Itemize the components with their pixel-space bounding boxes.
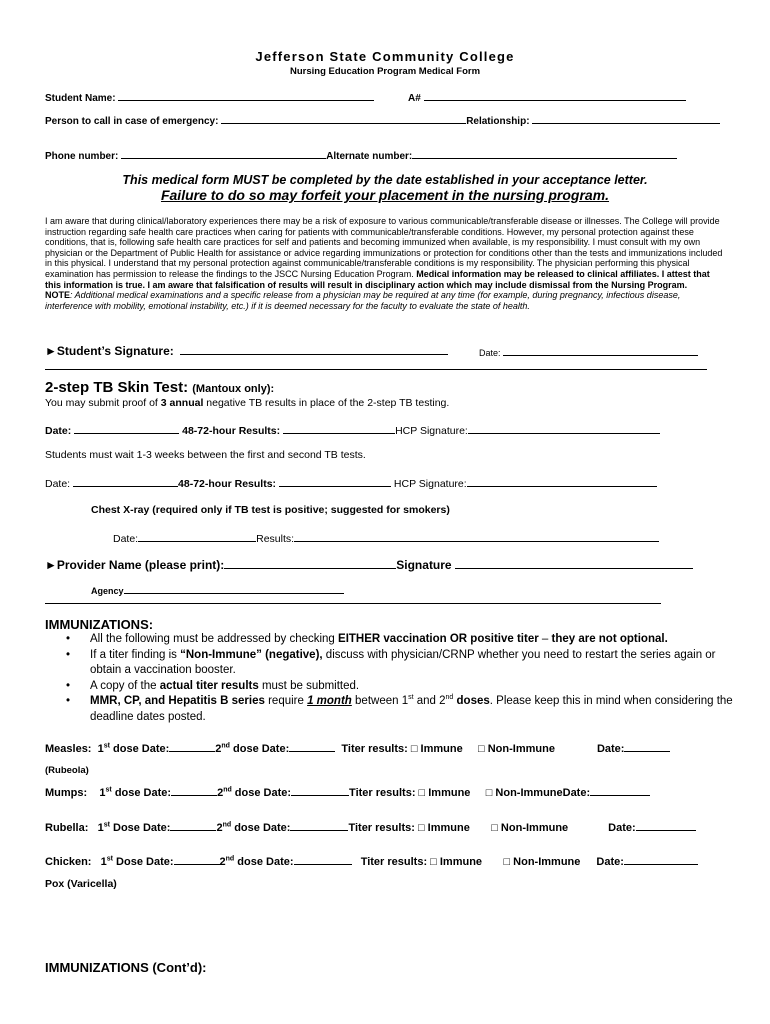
second-sup: nd: [221, 742, 230, 750]
rubella-date-field[interactable]: [636, 820, 696, 831]
tb-first-row: [45, 423, 660, 437]
agency-label: Agency: [91, 586, 124, 596]
immunizations-title: IMMUNIZATIONS:: [45, 617, 154, 632]
xray-date-field[interactable]: [138, 531, 256, 542]
dose1-label: Dose Date:: [113, 856, 174, 868]
emergency-field[interactable]: [221, 113, 466, 124]
student-name-label: Student Name:: [45, 93, 116, 104]
rule4-bold: MMR, CP, and Hepatitis B series: [90, 695, 265, 707]
phone-field[interactable]: [121, 148, 326, 159]
varicella-label: Pox (Varicella): [45, 878, 117, 890]
tb-hcp-label: HCP Signature:: [395, 425, 468, 437]
tb-results-label-2: 48-72-hour Results:: [178, 478, 277, 490]
rule1-bold: EITHER vaccination OR positive titer: [338, 633, 539, 645]
tb-date-label-2: Date:: [45, 478, 71, 490]
divider: [45, 603, 661, 604]
xray-results-field[interactable]: [294, 531, 659, 542]
chickenpox-row: [45, 854, 698, 868]
phone-label: Phone number:: [45, 151, 119, 162]
signature-date-label: Date:: [479, 348, 501, 358]
student-signature-field[interactable]: [180, 343, 448, 355]
college-name: Jefferson State Community College: [255, 49, 515, 64]
rule4-month: 1 month: [307, 695, 352, 707]
date-label: Date:: [608, 822, 636, 834]
bullet-icon: •: [66, 633, 71, 645]
rule4-mid: require: [264, 695, 308, 707]
first-sup: st: [103, 821, 110, 829]
dose2-label: dose Date:: [229, 743, 290, 755]
rule4-sup2: nd: [445, 694, 454, 702]
dose1-label: Dose Date:: [109, 822, 171, 834]
dose2-label: dose Date:: [231, 787, 292, 799]
titer-immune-checkbox[interactable]: Titer results: □ Immune: [341, 743, 463, 755]
measles-label: Measles:: [45, 743, 92, 755]
titer-immune-checkbox[interactable]: Titer results: □ Immune: [348, 822, 470, 834]
signature-date-field[interactable]: [503, 346, 698, 356]
bullet-icon: •: [66, 695, 71, 707]
first-sup: st: [103, 742, 110, 750]
chicken-label: Chicken:: [45, 856, 92, 868]
chest-xray-label: Chest X-ray (required only if TB test is positive; suggested for smokers): [91, 504, 450, 516]
tb-proof-bold: 3 annual: [160, 397, 204, 409]
rule2-post: discuss with physician/CRNP whether you need to restart the series again or obtain a vaccination booster.: [90, 648, 716, 676]
immunizations-continued-title: IMMUNIZATIONS (Cont’d):: [45, 960, 207, 975]
waiver-body: I am aware that during clinical/laboratory experiences there may be a risk of exposure to various communicable/transferable disease or illnesses. The College will provide instruction regarding safe health care practices when caring for patients with communicable/transferable conditions. However, my personal protection against these conditions, that is, following safe health care practices for self and patients and becoming immunized when available, is my responsibility. I must consult with my own physician or the Department of Public Health for assistance or advice regarding immunizations or protection for conditions other than the tests and immunizations included in this physical. I understand that my personal protection against communicable/transferable conditions is my responsibility. The physician performing this physical examination has permission to release the findings to the JSCC Nursing Education Program.: [45, 216, 723, 279]
tb-wait-text: Students must wait 1-3 weeks between the first and second TB tests.: [45, 449, 366, 461]
provider-row: [45, 557, 693, 572]
divider: [45, 369, 707, 370]
chickenpox-dose2-field[interactable]: [294, 854, 352, 865]
provider-signature-field[interactable]: [455, 557, 693, 569]
rule1-pre: All the following must be addressed by checking: [90, 633, 339, 645]
list-item: [45, 648, 735, 679]
signature-date-row: [479, 346, 698, 358]
chickenpox-dose1-field[interactable]: [174, 854, 220, 865]
first-num: 1: [97, 822, 104, 834]
tb-date-field-2[interactable]: [73, 476, 178, 487]
tb-results-field-1[interactable]: [283, 423, 395, 434]
rule4-sup1: st: [408, 694, 414, 702]
titer-immune-checkbox[interactable]: Titer results: □ Immune: [349, 787, 471, 799]
rule1-bold2: they are not optional.: [551, 633, 668, 645]
first-num: 1: [97, 743, 104, 755]
xray-row: [113, 531, 659, 545]
mumps-dose2-field[interactable]: [291, 785, 349, 796]
tb-hcp-label-2: HCP Signature:: [393, 478, 467, 490]
tb-second-row: [45, 476, 657, 490]
rubeola-label: (Rubeola): [45, 765, 89, 776]
dose1-label: dose Date:: [111, 787, 172, 799]
second-sup: nd: [223, 786, 232, 794]
student-signature-row: [45, 343, 448, 358]
tb-test-title: [45, 379, 274, 396]
waiver-text: [45, 216, 725, 311]
date-label: Date:: [596, 856, 624, 868]
note-label: NOTE: [45, 290, 71, 301]
id-label: A#: [408, 93, 421, 104]
non-immune-checkbox[interactable]: □ Non-Immune: [503, 856, 581, 868]
rubella-dose2-field[interactable]: [290, 820, 348, 831]
second-num: 2: [217, 787, 224, 799]
non-immune-checkbox[interactable]: □ Non-Immune: [478, 743, 555, 755]
measles-row: [45, 741, 670, 755]
second-num: 2: [215, 743, 222, 755]
second-sup: nd: [222, 821, 232, 829]
non-immune-checkbox[interactable]: □ Non-Immune: [491, 822, 569, 834]
provider-name-field[interactable]: [224, 557, 396, 569]
dose2-label: dose Date:: [234, 856, 294, 868]
date-label: Date:: [596, 743, 625, 755]
second-num: 2: [216, 822, 223, 834]
rule1-mid: –: [538, 633, 552, 645]
note-text: : Additional medical examinations and a specific release from a physician may be required at any time (for example, during pregnancy, infectious disease, interference with mobility, emotional instability, etc.) if it is deemed necessary for the faculty to evaluate the state of health.: [45, 290, 681, 311]
measles-dose2-field[interactable]: [289, 741, 335, 752]
agency-row: [91, 584, 344, 596]
alternate-field[interactable]: [412, 148, 677, 159]
bullet-icon: •: [66, 679, 71, 692]
second-sup: nd: [225, 855, 235, 863]
immunization-rules: [45, 632, 735, 725]
tb-test-heading: 2-step TB Skin Test:: [45, 379, 189, 396]
mumps-dose1-field[interactable]: [171, 785, 217, 796]
rule4-p2: and 2: [413, 695, 446, 707]
form-title: Nursing Education Program Medical Form: [289, 66, 481, 77]
provider-signature-label: Signature: [396, 558, 452, 572]
list-item: [45, 679, 735, 695]
titer-immune-checkbox[interactable]: Titer results: □ Immune: [360, 856, 483, 868]
tb-hcp-field-1[interactable]: [468, 423, 660, 434]
list-item: [45, 632, 735, 648]
relationship-label: Relationship:: [466, 116, 530, 127]
tb-results-label: 48-72-hour Results:: [182, 425, 281, 437]
bullet-icon: •: [66, 648, 71, 661]
forfeit-warning: Failure to do so may forfeit your placement in the nursing program.: [160, 187, 610, 203]
non-immune-checkbox[interactable]: □ Non-ImmuneDate:: [485, 787, 591, 799]
provider-name-label: ►Provider Name (please print):: [45, 558, 225, 572]
rule4-p1: between 1: [351, 695, 409, 707]
mumps-row: [45, 785, 650, 799]
relationship-field[interactable]: [532, 113, 720, 124]
tb-hcp-field-2[interactable]: [467, 476, 657, 487]
rubella-label: Rubella:: [45, 822, 89, 834]
alternate-label: Alternate number:: [326, 151, 413, 162]
waiver-attestation: Medical information may be released to clinical affiliates. I attest that this information is true. I am aware that falsification of results will result in disciplinary action which may include dismissal from the Nursing Program.: [45, 268, 710, 290]
student-name-field[interactable]: [118, 90, 374, 101]
agency-field[interactable]: [124, 584, 344, 594]
rule4-p4: . Please keep this in mind when considering the deadline dates posted.: [90, 695, 733, 723]
id-row: [408, 90, 686, 104]
emergency-label: Person to call in case of emergency:: [45, 116, 219, 127]
rule2-pre: If a titer finding is: [90, 648, 181, 661]
mumps-date-field[interactable]: [590, 785, 650, 796]
list-item: [45, 694, 735, 725]
tb-proof-pre: You may submit proof of: [45, 397, 161, 409]
emergency-row: [45, 113, 720, 127]
mumps-label: Mumps:: [45, 787, 88, 799]
rubella-dose1-field[interactable]: [170, 820, 216, 831]
rule3-pre: A copy of the: [90, 679, 160, 692]
id-field[interactable]: [424, 90, 686, 101]
second-num: 2: [219, 856, 226, 868]
deadline-notice: This medical form MUST be completed by the date established in your acceptance letter.: [122, 173, 648, 187]
rule4-doses: doses: [453, 695, 490, 707]
rule3-post: must be submitted.: [258, 679, 360, 692]
dose2-label: dose Date:: [231, 822, 291, 834]
dose1-label: dose Date:: [109, 743, 170, 755]
tb-proof-text: [45, 397, 449, 409]
chickenpox-date-field[interactable]: [624, 854, 698, 865]
rule2-bold: “Non-Immune” (negative),: [180, 648, 323, 661]
student-signature-label: ►Student’s Signature:: [45, 344, 174, 358]
tb-date-label: Date:: [45, 425, 72, 437]
rubella-row: [45, 820, 696, 834]
measles-date-field[interactable]: [624, 741, 670, 752]
tb-date-field-1[interactable]: [74, 423, 179, 434]
phone-row: [45, 148, 677, 162]
tb-results-field-2[interactable]: [279, 476, 391, 487]
first-sup: st: [106, 855, 113, 863]
first-sup: st: [105, 786, 112, 794]
xray-date-label: Date:: [113, 533, 139, 545]
student-name-row: [45, 90, 374, 104]
measles-dose1-field[interactable]: [169, 741, 215, 752]
first-num: 1: [99, 787, 106, 799]
xray-results-label: Results:: [256, 533, 295, 545]
tb-proof-post: negative TB results in place of the 2-step TB testing.: [203, 397, 450, 409]
rule3-bold: actual titer results: [159, 679, 259, 692]
first-num: 1: [100, 856, 107, 868]
tb-test-note: (Mantoux only):: [192, 383, 275, 395]
